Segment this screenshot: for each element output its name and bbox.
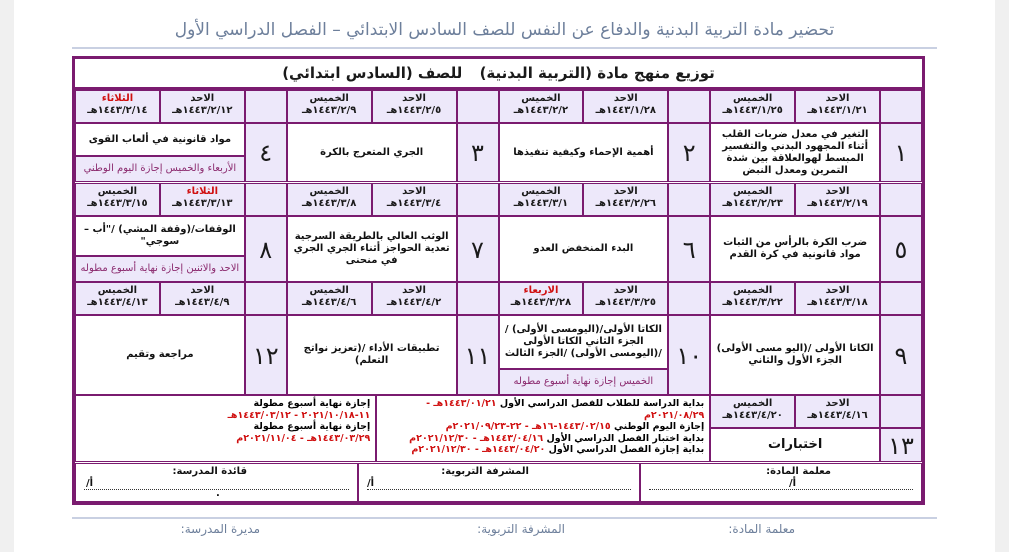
signature-supervisor [358, 463, 640, 502]
signature-teacher [640, 463, 922, 502]
week-label [457, 90, 499, 123]
lesson-topic: الجري المتعرج بالكرة [287, 123, 457, 182]
lesson-topic: الوقفات/(وقفة المشي) /"أب – سوجي" [75, 216, 245, 256]
info-dates: ١٤٤٣/٠٤/١٦هـ - ٢٠٢١/١٢/٣٠م [409, 432, 544, 444]
week-note: الاحد والاثنين إجازة نهاية أسبوع مطوله [75, 256, 245, 282]
info-dates: ١٤٤٣/٠٢/١٥-١٦هـ - ٢٢-٢٠٢١/٠٩/٢٣م [445, 421, 611, 432]
day-date: ١٤٤٣/٤/٩هـ [175, 297, 230, 308]
info-line [382, 421, 704, 433]
day-date: ١٤٤٣/٢/١٢هـ [172, 105, 233, 116]
footer-teacher: معلمة المادة: [728, 522, 795, 536]
day-date: ١٤٤٣/١/٢٥هـ [722, 105, 783, 116]
lesson-topic: الوثب العالي بالطريقة السرجية تعدية الحواجز أثناء الجري الجري في منحنى [287, 216, 457, 282]
day-name: الاحد [402, 285, 426, 296]
header-subject: توزيع منهج مادة (التربية البدنية) [479, 64, 715, 82]
info-line [382, 444, 704, 456]
signature-label: قائدة المدرسة: [172, 466, 247, 477]
day-name: الثلاثاء [101, 93, 134, 104]
day-date: ١٤٤٣/٢/١٤هـ [87, 105, 148, 116]
info-dates: ١٤٤٣/٠١/٢١هـ - ٢٠٢١/٠٨/٢٩م [426, 398, 705, 421]
lesson-topic: مراجعة وتقيم [75, 315, 245, 395]
footer-principal: مديرة المدرسة: [180, 522, 260, 536]
lesson-topic: البدء المنخفض العدو [499, 216, 669, 282]
day-name: الخميس [97, 285, 138, 296]
bottom-divider [72, 517, 937, 519]
week-date [287, 90, 372, 123]
day-name: الاحد [613, 186, 638, 197]
lesson-topic: مواد قانونية في ألعاب القوى [75, 123, 245, 156]
day-name: الخميس [309, 285, 349, 296]
week-number: ٣ [457, 123, 499, 182]
day-date: ١٤٤٣/٢/٢٣هـ [722, 198, 783, 209]
week-label [457, 282, 499, 315]
info-dates: ١١-٢٠٢١/١٠/١٨ - ١٤٤٣/٠٣/١٢هـ [227, 409, 371, 421]
week-note: الخميس إجازة نهاية أسبوع مطوله [499, 369, 669, 395]
day-date: ١٤٤٣/٣/٢٨هـ [510, 297, 572, 308]
week-date [583, 183, 668, 216]
signature-mark: أ/ [367, 478, 375, 489]
week-label [245, 90, 287, 123]
week-date [499, 282, 584, 315]
signature-label: المشرفة التربوية: [441, 466, 529, 477]
calendar-info [376, 395, 710, 462]
week-label [668, 90, 710, 123]
week-label [245, 183, 287, 216]
signature-line [367, 488, 631, 490]
week-date [795, 90, 880, 123]
week-number: ١٢ [245, 315, 287, 395]
week-date [372, 183, 457, 216]
day-name: الاحد [190, 93, 215, 104]
day-date: ١٤٤٣/٣/٢٢هـ [722, 297, 783, 308]
week-label [880, 395, 922, 428]
week-date [372, 282, 457, 315]
week-date [710, 395, 795, 428]
info-title: إجازة اليوم الوطني [610, 421, 705, 432]
week-date [795, 183, 880, 216]
day-date: ١٤٤٣/٣/١٨هـ [807, 297, 868, 308]
day-name: الاحد [825, 93, 850, 104]
day-name: الخميس [733, 186, 773, 197]
lesson-topic: تطبيقات الأداء /(تعزيز نواتج التعلم) [287, 315, 457, 395]
week-number: ٥ [880, 216, 922, 282]
day-date: ١٤٤٣/٢/٥هـ [386, 105, 442, 116]
day-name: الاربعاء [523, 285, 559, 296]
day-date: ١٤٤٣/٢/٢٦هـ [595, 198, 656, 209]
week-number: ٢ [668, 123, 710, 182]
table-header [75, 59, 922, 90]
top-divider [72, 47, 937, 49]
week-date [75, 282, 160, 315]
day-date: ١٤٤٣/٤/٦هـ [302, 297, 357, 308]
week-number: ٤ [245, 123, 287, 182]
day-name: الخميس [733, 398, 773, 409]
week-date [499, 183, 584, 216]
day-date: ١٤٤٣/٢/١٩هـ [807, 198, 868, 209]
info-title: بداية اختبار الفصل الدراسي الأول [543, 432, 705, 444]
day-name: الخميس [521, 93, 561, 104]
day-name: الاحد [825, 398, 850, 409]
week-label [457, 183, 499, 216]
signature-dot: . [216, 488, 220, 499]
week-number: ١ [880, 123, 922, 182]
week-date [287, 183, 372, 216]
week-date [75, 90, 160, 123]
day-name: الخميس [733, 93, 773, 104]
day-name: الاحد [613, 93, 638, 104]
day-name: الاحد [402, 186, 426, 197]
week-date [160, 183, 245, 216]
week-label [668, 282, 710, 315]
day-name: الاحد [402, 93, 426, 104]
week-date [160, 282, 245, 315]
day-name: الثلاثاء [186, 186, 219, 197]
week-number: ٨ [245, 216, 287, 282]
day-date: ١٤٤٣/٣/٢٥هـ [595, 297, 656, 308]
week-date [710, 183, 795, 216]
week-date [710, 282, 795, 315]
footer-supervisor: المشرفة التربوية: [477, 522, 565, 536]
day-name: الخميس [309, 93, 349, 104]
week-date [75, 183, 160, 216]
day-date: ١٤٤٣/١/٢١هـ [807, 105, 868, 116]
day-name: الاحد [190, 285, 215, 296]
day-date: ١٤٤٣/٤/١٣هـ [87, 297, 148, 308]
lesson-topic: اختبارات [710, 428, 880, 462]
document-title: تحضير مادة التربية البدنية والدفاع عن النفس للصف السادس الابتدائي – الفصل الدراسي الأول [174, 20, 835, 40]
week-date [287, 282, 372, 315]
day-name: الخميس [521, 186, 561, 197]
day-date: ١٤٤٣/١/٢٨هـ [595, 105, 656, 116]
day-name: الاحد [825, 186, 850, 197]
signature-mark: أ/ [789, 478, 797, 489]
lesson-topic: ضرب الكرة بالرأس من الثبات مواد قانونية في كرة القدم [710, 216, 880, 282]
week-label [668, 183, 710, 216]
week-date [160, 90, 245, 123]
week-number: ١١ [457, 315, 499, 395]
info-line [382, 433, 704, 445]
day-date: ١٤٤٣/٤/٢هـ [386, 297, 442, 308]
day-name: الخميس [309, 186, 349, 197]
day-name: الاحد [613, 285, 638, 296]
signature-principal [75, 463, 358, 502]
day-name: الاحد [825, 285, 850, 296]
info-title: بداية الدراسة للطلاب للفصل الدراسي الأول [496, 398, 705, 409]
week-label [245, 282, 287, 315]
day-date: ١٤٤٣/٣/٨هـ [302, 198, 357, 209]
day-name: الخميس [733, 285, 773, 296]
week-label [880, 183, 922, 216]
lesson-topic: أهمية الإحماء وكيفية تنفيذها [499, 123, 669, 182]
week-number: ٦ [668, 216, 710, 282]
signature-line [649, 488, 913, 490]
info-title: إجازة نهاية أسبوع مطولة [253, 421, 371, 432]
day-name: الخميس [97, 186, 138, 197]
week-number: ١٠ [668, 315, 710, 395]
week-date [795, 282, 880, 315]
week-date [372, 90, 457, 123]
week-date [583, 282, 668, 315]
week-date [710, 90, 795, 123]
week-number: ٩ [880, 315, 922, 395]
week-label [880, 90, 922, 123]
day-date: ١٤٤٣/٣/٤هـ [386, 198, 442, 209]
holiday-info [75, 395, 376, 462]
day-date: ١٤٤٣/٤/٢٠هـ [722, 410, 783, 421]
signature-label: معلمة المادة: [766, 466, 831, 477]
day-date: ١٤٤٣/٢/٢هـ [513, 105, 569, 116]
lesson-topic: الكاتا الأولى /(اليو مسى الأولى) الجزء الأول والثاني [710, 315, 880, 395]
info-dates: ١٤٤٣/٠٤/٢٠هـ - ٢٠٢١/١٢/٣٠م [411, 444, 546, 455]
week-label [880, 282, 922, 315]
lesson-topic: التغير في معدل ضربات القلب أثناء المجهود البدني والتفسير المبسط لهوالعلاقة بين شدة التمرين ومعدل النبض [710, 123, 880, 182]
signature-mark: أ/ [86, 478, 94, 489]
day-date: ١٤٤٣/٣/١هـ [513, 198, 569, 209]
week-number: ٧ [457, 216, 499, 282]
day-date: ١٤٤٣/٢/٩هـ [302, 105, 357, 116]
curriculum-table [72, 56, 925, 505]
week-date [583, 90, 668, 123]
week-number: ١٣ [880, 428, 922, 462]
info-dates: ١٤٤٣/٠٣/٢٩هـ - ٢٠٢١/١١/٠٤م [236, 432, 371, 444]
info-line [382, 398, 704, 421]
info-title: إجازة نهاية أسبوع مطولة [253, 398, 371, 409]
info-title: بداية إجازة الفصل الدراسي الأول [545, 444, 705, 455]
document-page [14, 0, 995, 552]
lesson-topic: الكاتا الأولى/(اليومسى الأولى) /الجزء الثاني الكاتا الأولى /(اليومسى الأولى) /الجزء الثالث [499, 315, 669, 369]
week-date [795, 395, 880, 428]
day-date: ١٤٤٣/٤/١٦هـ [807, 410, 868, 421]
week-date [499, 90, 584, 123]
header-grade: للصف (السادس ابتدائي) [282, 64, 463, 82]
day-date: ١٤٤٣/٣/١٣هـ [172, 198, 233, 209]
week-note: الأربعاء والخميس إجازة اليوم الوطني [75, 156, 245, 182]
day-date: ١٤٤٣/٣/١٥هـ [87, 198, 148, 209]
